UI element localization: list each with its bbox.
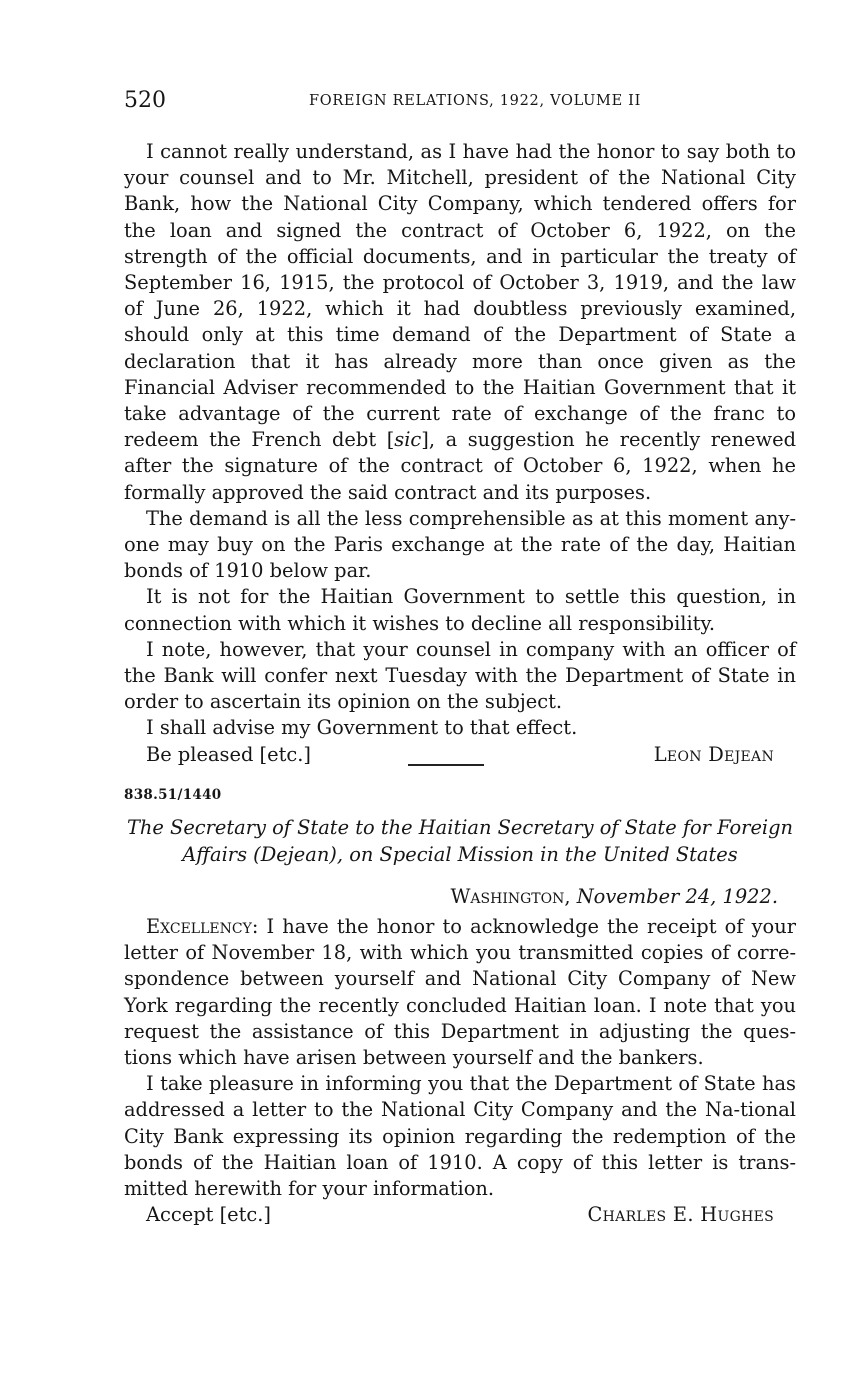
document-title: The Secretary of State to the Haitian Secretary of State for Foreign Affairs (Dejean), on Special Mission in the United States <box>126 816 794 866</box>
place: Washington, <box>450 885 571 908</box>
file-number: 838.51/1440 <box>124 787 222 803</box>
salutation: Excellency <box>146 915 252 938</box>
sic-note: sic <box>394 428 422 452</box>
page-header <box>124 88 796 116</box>
paragraph: I note, however, that your counsel in company with an officer of the Bank will confer next Tuesday with the Department of State in order to ascertain its opinion on the subject. <box>124 637 796 714</box>
date: November 24, 1922. <box>576 885 778 908</box>
paragraph: I take pleasure in informing you that the Department of State has addressed a letter to the National City Company and the Na-tional City Bank expressing its opinion regarding the redemption of the bonds of the Haitian loan of 1910. A copy of this letter is trans-mitted herewith for your information. <box>124 1072 796 1201</box>
section-divider <box>408 764 484 766</box>
paragraph: The demand is all the less comprehensible as at this moment any-one may buy on the Paris exchange at the rate of the day, Haitian bonds of 1910 below par. <box>124 506 796 583</box>
running-title: FOREIGN RELATIONS, 1922, VOLUME II <box>308 93 642 109</box>
signature: Charles E. Hughes <box>587 1203 774 1227</box>
closing-line <box>124 1202 796 1228</box>
letter-body-dejean <box>124 139 796 768</box>
dateline <box>450 885 778 908</box>
paragraph: I cannot really understand, as I have had the honor to say both to your counsel and to Mr. Mitchell, president of the National City Bank, how the National City Company, which tendered offers for the loan and signed the contract of October 6, 1922, on the strength of the official documents, and in particular the treaty of September 16, 1915, the protocol of October 3, 1919, and the law of June 26, 1922, which it had doubtless previously examined, should only at this time demand of the Department of State a declaration that it has already more than once given as the Financial Adviser recommended to the Haitian Government that it take advantage of the current rate of exchange of the franc to redeem the French debt [sic], a suggestion he recently renewed after the signature of the contract of October 6, 1922, when he formally approved the said contract and its purposes. <box>124 140 796 504</box>
closing: Accept [etc.] <box>146 1203 271 1227</box>
letter-body-hughes <box>124 914 796 1228</box>
paragraph: Excellency: I have the honor to acknowledge the receipt of your letter of November 18, with which you transmitted copies of corre-spondence between yourself and National City Company of New York regarding the recently concluded Haitian loan. I note that you request the assistance of this Department in adjusting the ques-tions which have arisen between yourself and the bankers. <box>124 915 796 1070</box>
paragraph: I shall advise my Government to that effect. <box>146 716 578 740</box>
signature: Leon Dejean <box>653 742 774 766</box>
closing: Be pleased [etc.] <box>146 742 311 766</box>
paragraph: It is not for the Haitian Government to settle this question, in connection with which it wishes to decline all responsibility. <box>124 585 796 635</box>
page-number: 520 <box>124 88 166 113</box>
